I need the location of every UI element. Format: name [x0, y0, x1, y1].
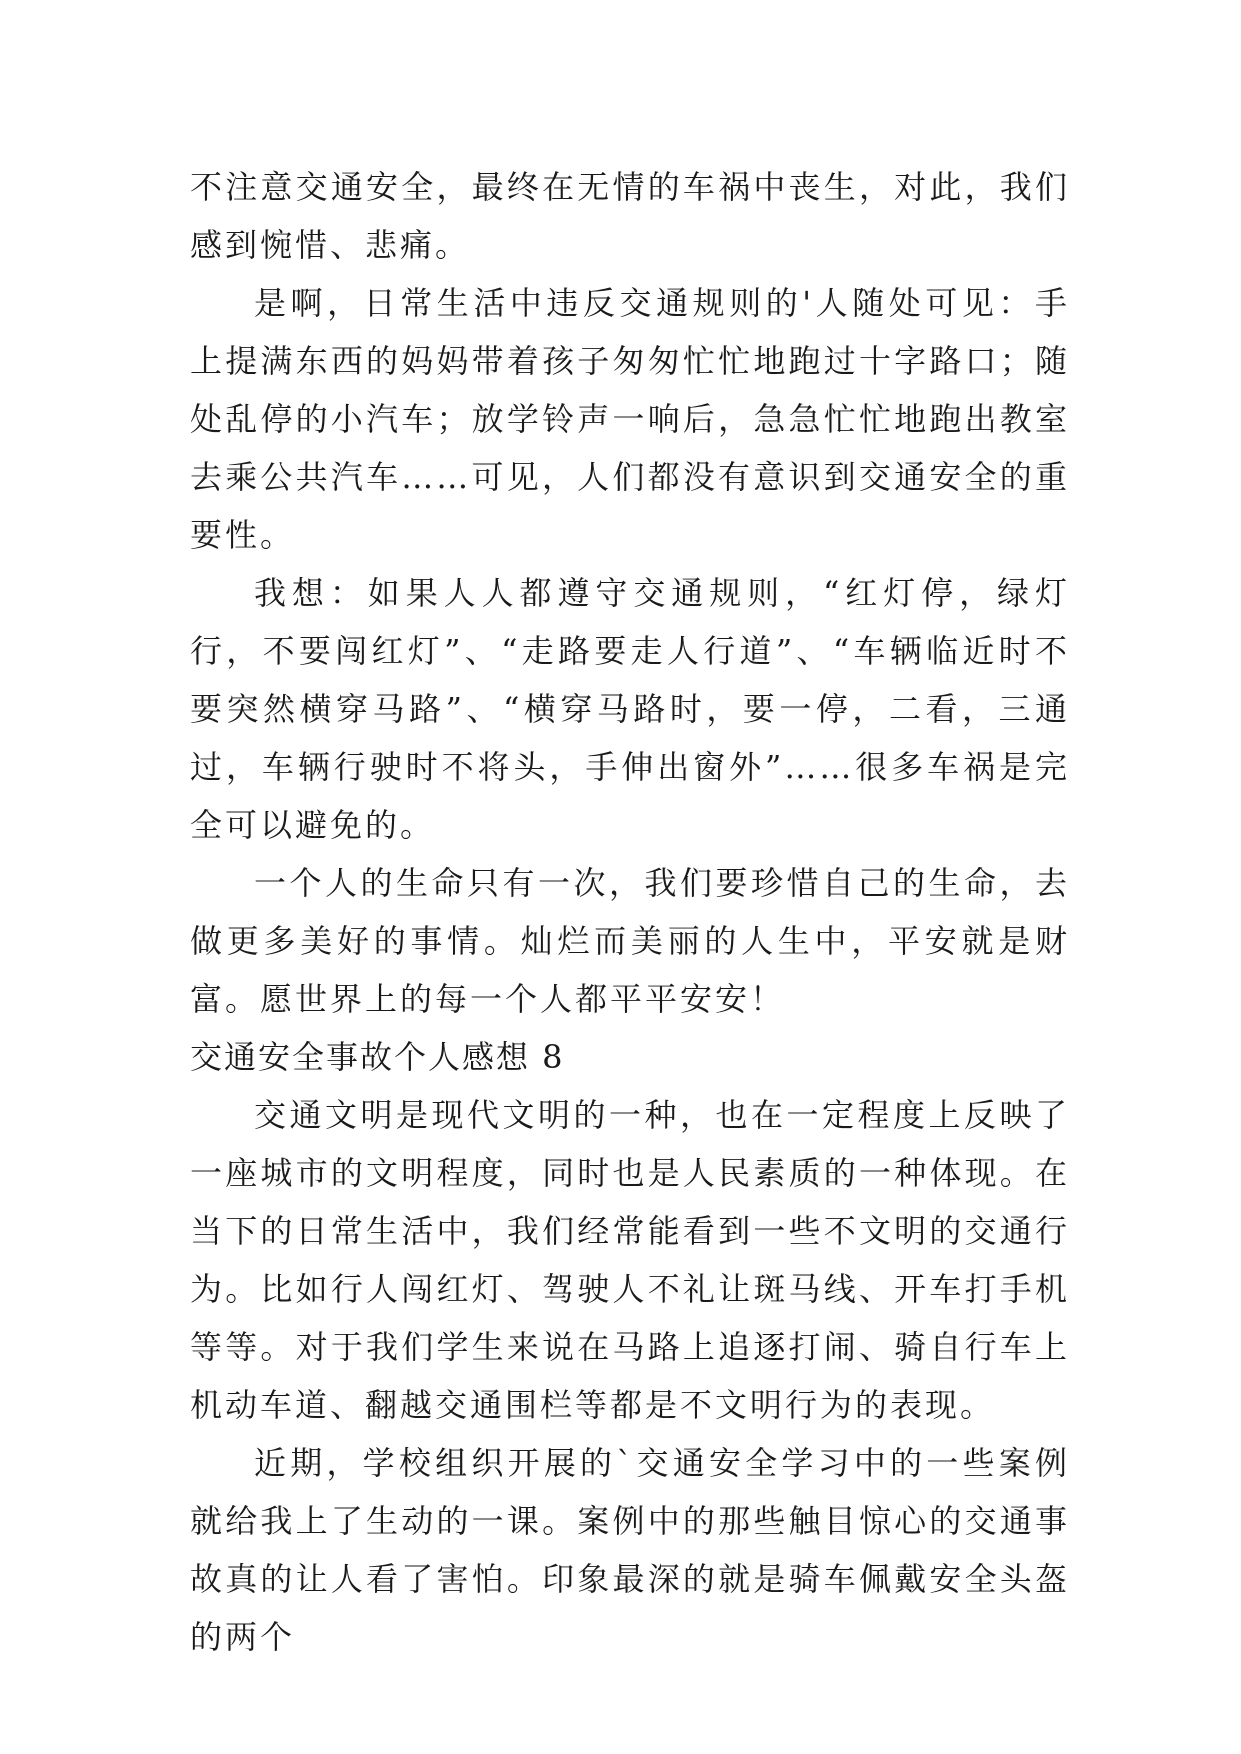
paragraph-continued: 不注意交通安全，最终在无情的车祸中丧生，对此，我们感到惋惜、悲痛。: [190, 168, 1070, 264]
document-page: [190, 158, 1070, 1666]
paragraph: 交通文明是现代文明的一种，也在一定程度上反映了一座城市的文明程度，同时也是人民素质的一种体现。在当下的日常生活中，我们经常能看到一些不文明的交通行为。比如行人闯红灯、驾驶人不礼让斑马线、开车打手机等等。对于我们学生来说在马路上追逐打闹、骑自行车上机动车道、翻越交通围栏等都是不文明行为的表现。: [190, 1096, 1070, 1424]
paragraph: 我想：如果人人都遵守交通规则，“红灯停，绿灯行，不要闯红灯”、“走路要走人行道”、“车辆临近时不要突然横穿马路”、“横穿马路时，要一停，二看，三通过，车辆行驶时不将头，手伸出窗外”……很多车祸是完全可以避免的。: [190, 574, 1070, 844]
section-title: 交通安全事故个人感想 8: [190, 1038, 565, 1076]
paragraph: 近期，学校组织开展的`交通安全学习中的一些案例就给我上了生动的一课。案例中的那些触目惊心的交通事故真的让人看了害怕。印象最深的就是骑车佩戴安全头盔的两个: [190, 1444, 1070, 1656]
paragraph: 一个人的生命只有一次，我们要珍惜自己的生命，去做更多美好的事情。灿烂而美丽的人生中，平安就是财富。愿世界上的每一个人都平平安安！: [190, 864, 1070, 1018]
paragraph: 是啊，日常生活中违反交通规则的'人随处可见：手上提满东西的妈妈带着孩子匆匆忙忙地跑过十字路口；随处乱停的小汽车；放学铃声一响后，急急忙忙地跑出教室去乘公共汽车……可见，人们都没有意识到交通安全的重要性。: [190, 284, 1070, 554]
